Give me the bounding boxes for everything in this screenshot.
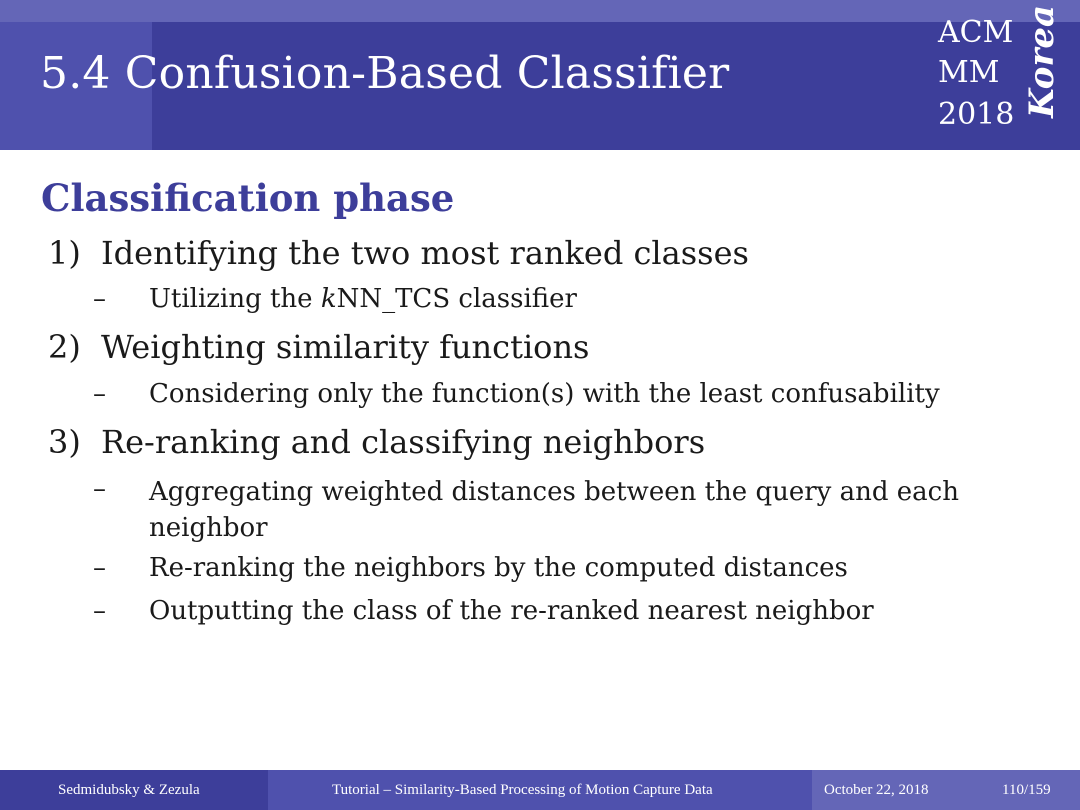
sub-item-text: Outputting the class of the re-ranked nearest neighbor (149, 596, 874, 626)
sub-item-text: Considering only the function(s) with the least confusability (149, 379, 940, 409)
header-accent-stripe (0, 0, 1080, 22)
logo-script-korea: Korea (1022, 4, 1062, 118)
list-item-1 (48, 234, 749, 272)
footer-page-number: 110/159 (1002, 782, 1051, 798)
logo-line-year: 2018 (938, 97, 1015, 132)
list-item-text: Re-ranking and classifying neighbors (101, 423, 706, 461)
footer-date-block (812, 770, 1080, 810)
sub-item-text (149, 284, 577, 314)
dash-bullet: – (93, 284, 106, 314)
slide-title: 5.4 Confusion-Based Classifier (40, 48, 730, 99)
list-item-text: Weighting similarity functions (101, 328, 590, 366)
slide-header (0, 0, 1080, 150)
sub-item-text: Re-ranking the neighbors by the computed distances (149, 553, 848, 583)
sub-item-text: Aggregating weighted distances between the query and each neighbor (149, 477, 959, 543)
list-item-text: Identifying the two most ranked classes (101, 234, 749, 272)
dash-bullet: – (93, 474, 106, 504)
section-title: Classification phase (41, 176, 455, 220)
footer-tutorial-title: Tutorial – Similarity-Based Processing of Motion Capture Data (332, 782, 713, 798)
list-item-3 (48, 423, 705, 461)
dash-bullet: – (93, 553, 106, 583)
footer-authors-block (0, 770, 268, 810)
slide-footer (0, 770, 1080, 810)
list-item-number: 3) (48, 423, 81, 461)
dash-bullet: – (93, 379, 106, 409)
footer-date: October 22, 2018 (824, 782, 929, 798)
sub-item-text-pre: Utilizing the (149, 284, 321, 314)
list-item-2 (48, 328, 589, 366)
acm-mm-2018-logo (938, 4, 1068, 134)
sub-item-text-post: NN_TCS classifier (336, 284, 577, 314)
footer-authors: Sedmidubsky & Zezula (58, 782, 200, 798)
list-item-number: 1) (48, 234, 81, 272)
logo-line-mm: MM (938, 55, 1000, 90)
logo-line-acm: ACM (938, 15, 1014, 50)
sub-item-text-italic: k (320, 284, 337, 314)
footer-tutorial-block (268, 770, 812, 810)
dash-bullet: – (93, 596, 106, 626)
list-item-number: 2) (48, 328, 81, 366)
